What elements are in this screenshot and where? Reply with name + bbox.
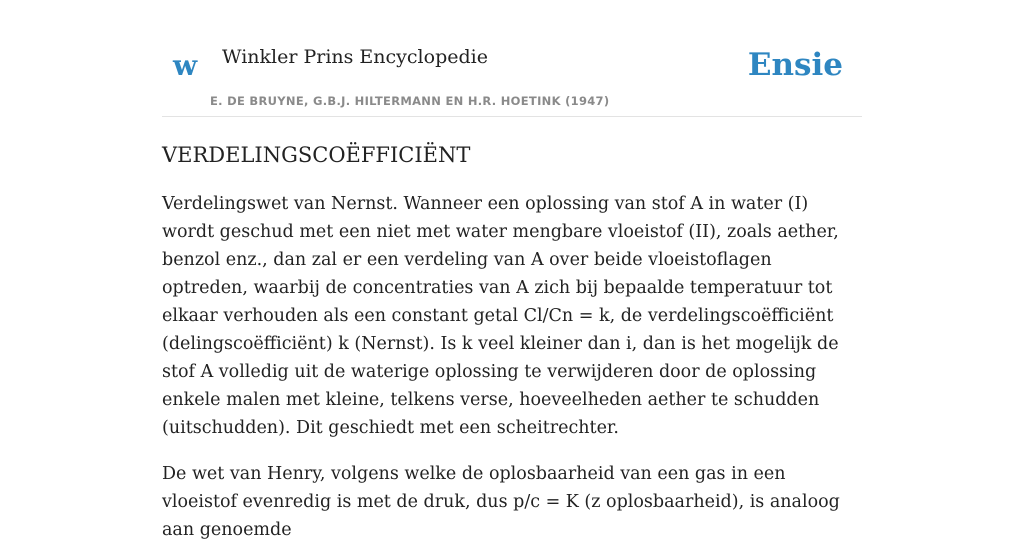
site-title[interactable]: Winkler Prins Encyclopedie [222,46,488,68]
article-content [162,140,862,544]
article-paragraph: Verdelingswet van Nernst. Wanneer een oplossing van stof A in water (I) wordt geschud met een niet met water mengbare vloeistof (II), zoals aether, benzol enz., dan zal er een verdeling van A over beide vloeistoflagen optreden, waarbij de concentraties van A zich bij bepaalde temperatuur tot elkaar verhouden als een constant getal Cl/Cn = k, de verdelingscoëfficiënt (delingscoëfficiënt) k (Nernst). Is k veel kleiner dan i, dan is het mogelijk de stof A volledig uit de waterige oplossing te verwijderen door de oplossing enkele malen met kleine, telkens verse, hoeveelheden aether te schudden (uitschudden). Dit geschiedt met een scheitrechter. [162,194,839,438]
site-header [162,0,862,117]
article-title: VERDELINGSCOËFFICIËNT [162,143,471,167]
article-paragraph: De wet van Henry, volgens welke de oplosbaarheid van een gas in een vloeistof evenredig is met de druk, dus p/c = K (z oplosbaarheid), is analoog aan genoemde [162,464,840,540]
logo-w-icon[interactable]: w [173,49,198,82]
authors-line: E. DE BRUYNE, G.B.J. HILTERMANN EN H.R. HOETINK (1947) [210,94,610,108]
brand-logo-link[interactable]: Ensie [747,47,843,83]
